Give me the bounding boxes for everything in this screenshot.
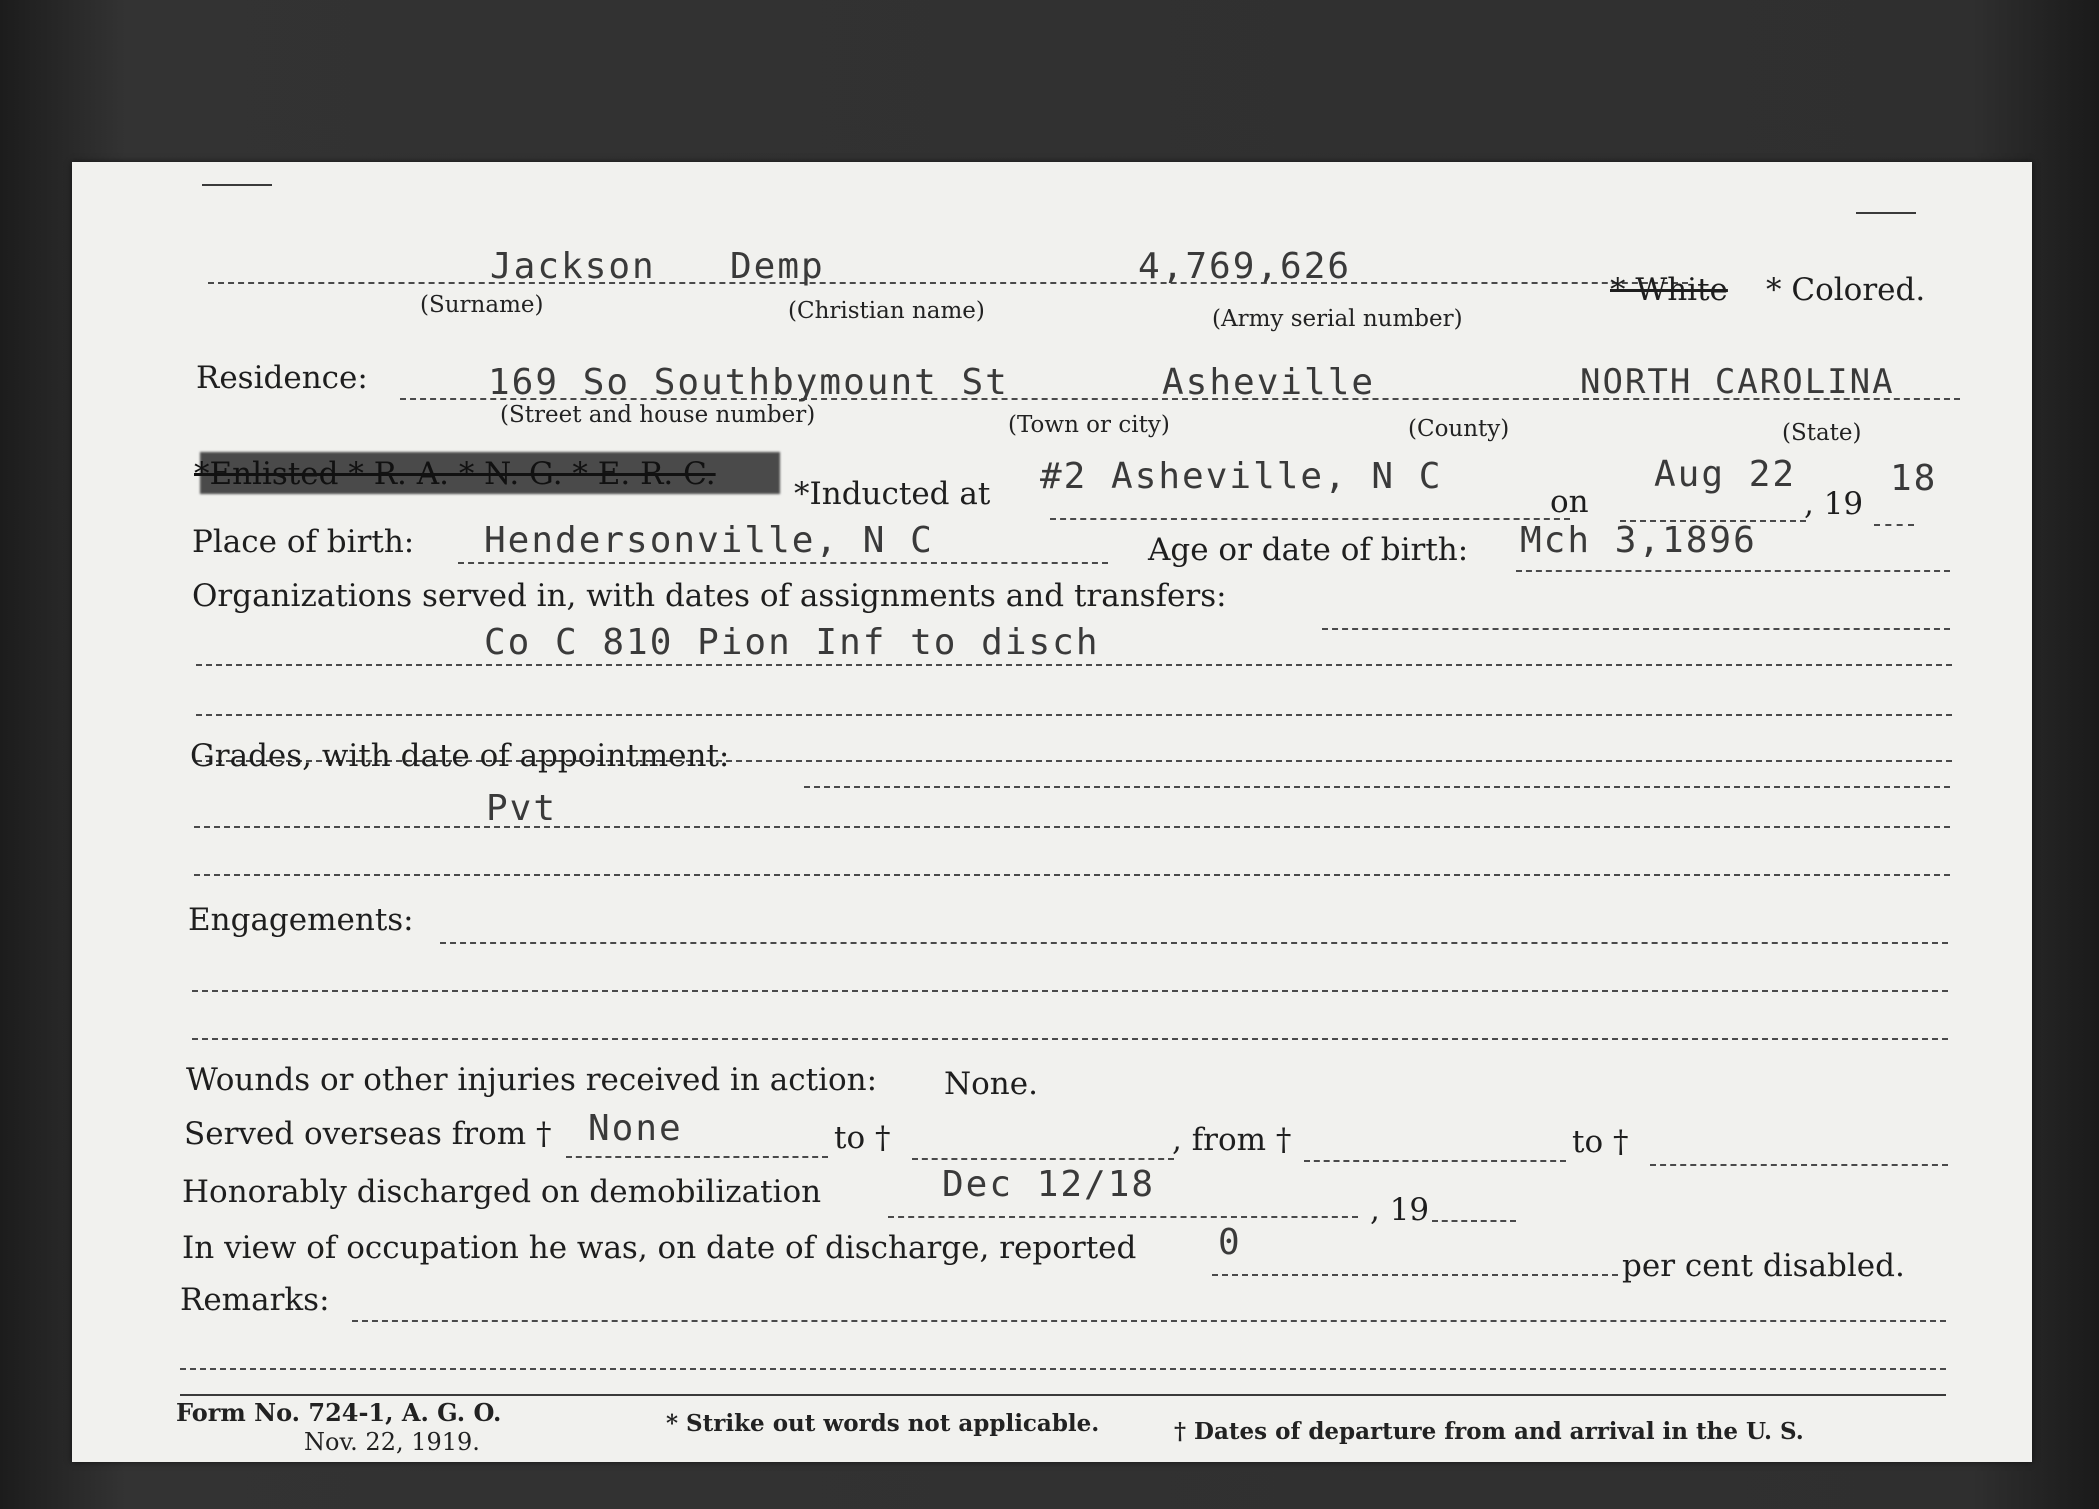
year-prefix: , 19	[1804, 486, 1864, 522]
disability-label: In view of occupation he was, on date of discharge, reported	[182, 1230, 1137, 1266]
age-line	[1516, 570, 1950, 572]
engagements-line-1	[440, 942, 1948, 944]
state-value: NORTH CAROLINA	[1580, 362, 1895, 402]
organizations-value: Co C 810 Pion Inf to disch	[484, 622, 1100, 663]
town-value: Asheville	[1162, 362, 1376, 403]
state-caption: (State)	[1782, 420, 1862, 446]
grades-value: Pvt	[486, 788, 558, 829]
overseas-to2-line	[1650, 1164, 1948, 1166]
remarks-label: Remarks:	[180, 1282, 330, 1318]
top-rule	[202, 184, 272, 186]
name-line	[208, 282, 1688, 284]
county-caption: (County)	[1408, 416, 1510, 442]
place-of-birth-label: Place of birth:	[192, 524, 415, 560]
overseas-label: Served overseas from †	[184, 1116, 552, 1152]
christian-caption: (Christian name)	[788, 298, 985, 324]
overseas-from2-label: , from †	[1172, 1122, 1292, 1158]
disability-line	[1212, 1274, 1618, 1276]
inducted-line	[1050, 518, 1570, 520]
org-line-1	[1322, 628, 1950, 630]
footer-rule	[180, 1394, 1946, 1396]
serial-caption: (Army serial number)	[1212, 306, 1463, 332]
inducted-value: #2 Asheville, N C	[1040, 456, 1443, 497]
engagements-line-3	[192, 1038, 1948, 1040]
birth-date-value: Mch 3,1896	[1520, 520, 1757, 561]
engagements-label: Engagements:	[188, 902, 414, 938]
surname-caption: (Surname)	[420, 292, 544, 318]
discharge-date: Dec 12/18	[942, 1164, 1156, 1205]
disability-value: 0	[1218, 1222, 1242, 1263]
age-label: Age or date of birth:	[1148, 532, 1469, 568]
inducted-date: Aug 22	[1654, 454, 1797, 495]
serial-number-value: 4,769,626	[1138, 246, 1352, 287]
street-value: 169 So Southbymount St	[488, 362, 1009, 403]
town-caption: (Town or city)	[1008, 412, 1170, 438]
inducted-year: 18	[1890, 458, 1938, 499]
engagements-line-2	[192, 990, 1948, 992]
colored-option: * Colored.	[1766, 272, 1926, 308]
overseas-to2-label: to †	[1572, 1124, 1629, 1160]
org-line-3	[196, 714, 1952, 716]
surname-value: Jackson	[490, 246, 656, 287]
wounds-value: None.	[944, 1066, 1038, 1102]
christian-name-value: Demp	[730, 246, 825, 287]
organizations-label: Organizations served in, with dates of assignments and transfers:	[192, 578, 1227, 614]
discharge-line	[888, 1216, 1358, 1218]
overseas-to-label: to †	[834, 1120, 891, 1156]
org-line-2	[196, 664, 1952, 666]
place-of-birth-value: Hendersonville, N C	[484, 520, 934, 561]
wounds-label: Wounds or other injuries received in action:	[186, 1062, 878, 1098]
grades-line-2	[194, 826, 1950, 828]
street-caption: (Street and house number)	[500, 402, 816, 428]
overseas-from2-line	[1304, 1160, 1566, 1162]
year-line	[1874, 524, 1914, 526]
on-label: on	[1550, 484, 1589, 520]
overseas-to-line	[912, 1158, 1174, 1160]
disability-suffix: per cent disabled.	[1622, 1248, 1905, 1284]
number-rule	[1856, 212, 1916, 214]
enlisted-options: *Enlisted * R. A. * N. G. * E. R. C.	[194, 456, 716, 492]
remarks-line-1	[352, 1320, 1946, 1322]
footnote-strike: * Strike out words not applicable.	[666, 1410, 1100, 1437]
grades-line-3	[194, 874, 1950, 876]
discharge-label: Honorably discharged on demobilization	[182, 1174, 822, 1210]
service-record-card	[72, 162, 2032, 1462]
inducted-label: *Inducted at	[794, 476, 991, 512]
grades-line-1	[804, 786, 1950, 788]
discharge-year-prefix: , 19	[1370, 1192, 1430, 1228]
overseas-from-line	[566, 1156, 828, 1158]
form-date: Nov. 22, 1919.	[304, 1428, 480, 1456]
place-line	[458, 562, 1108, 564]
form-number: Form No. 724-1, A. G. O.	[176, 1398, 502, 1427]
discharge-year-line	[1432, 1220, 1516, 1222]
remarks-line-2	[180, 1368, 1946, 1370]
grades-label: Grades, with date of appointment:	[190, 738, 730, 774]
overseas-from-value: None	[588, 1108, 683, 1149]
residence-label: Residence:	[196, 360, 368, 396]
white-option: * White	[1610, 272, 1728, 308]
footnote-dates: † Dates of departure from and arrival in the U. S.	[1174, 1418, 1804, 1445]
